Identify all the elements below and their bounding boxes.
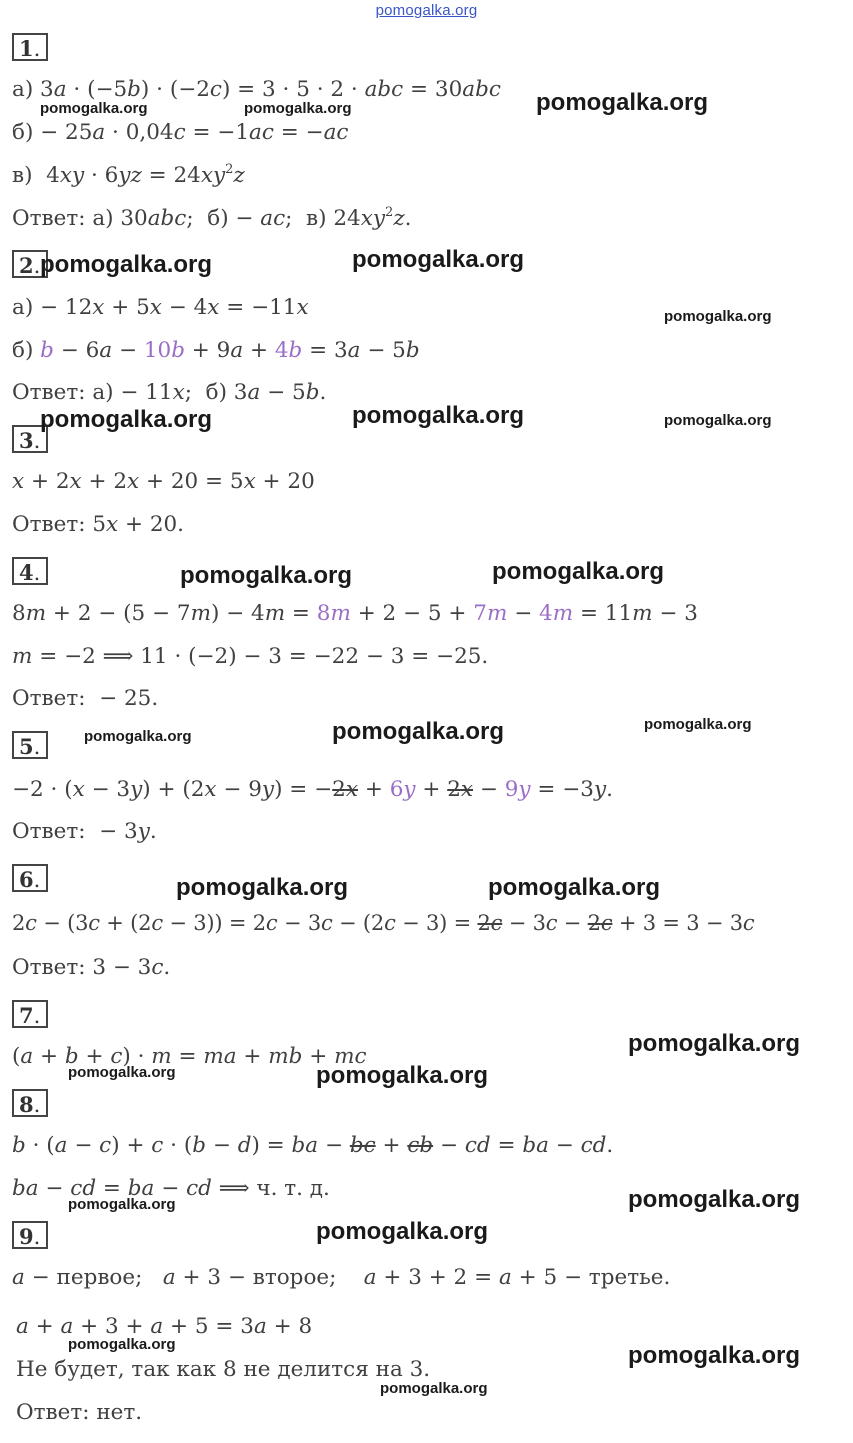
task-9-answer: Ответ: нет. <box>16 1400 143 1425</box>
task-number-label: 3 <box>19 428 34 453</box>
watermark: pomogalka.org <box>68 1196 176 1213</box>
task-number-label: 2 <box>19 253 34 278</box>
task-9-line-c: Не будет, так как 8 не делится на 3. <box>16 1357 431 1382</box>
watermark: pomogalka.org <box>40 406 213 433</box>
watermark: pomogalka.org <box>644 716 752 733</box>
task-number-label: 4 <box>19 560 34 585</box>
task-1-line-b: б) − 25a · 0,04c = −1ac = −ac <box>12 120 349 145</box>
watermark: pomogalka.org <box>352 246 525 273</box>
task-number-3: 3. <box>12 425 48 453</box>
watermark: pomogalka.org <box>244 100 352 117</box>
task-8-line-b: ba − cd = ba − cd ⟹ ч. т. д. <box>12 1176 330 1201</box>
task-number-label: 9 <box>19 1224 34 1249</box>
task-number-2: 2. <box>12 250 48 278</box>
task-4-line-a: 8m + 2 − (5 − 7m) − 4m = 8m + 2 − 5 + 7m − 4m = 11m − 3 <box>12 601 698 626</box>
watermark: pomogalka.org <box>316 1218 489 1245</box>
watermark: pomogalka.org <box>628 1342 801 1369</box>
watermark: pomogalka.org <box>332 718 505 745</box>
task-3-line-a: x + 2x + 2x + 20 = 5x + 20 <box>12 469 315 494</box>
watermark: pomogalka.org <box>68 1064 176 1081</box>
task-5-answer: Ответ: − 3y. <box>12 819 157 844</box>
task-number-label: 5 <box>19 734 34 759</box>
watermark: pomogalka.org <box>352 402 525 429</box>
task-6-line-a: 2c − (3c + (2c − 3)) = 2c − 3c − (2c − 3) = 2c − 3c − 2c + 3 = 3 − 3c <box>12 911 755 935</box>
watermark: pomogalka.org <box>536 89 709 116</box>
watermark: pomogalka.org <box>68 1336 176 1353</box>
watermark: pomogalka.org <box>628 1030 801 1057</box>
task-number-label: 6 <box>19 867 34 892</box>
task-4-answer: Ответ: − 25. <box>12 686 159 711</box>
task-5-line-a: −2 · (x − 3y) + (2x − 9y) = −2x + 6y + 2x − 9y = −3y. <box>12 777 613 802</box>
watermark: pomogalka.org <box>664 412 772 429</box>
task-2-answer: Ответ: а) − 11x; б) 3a − 5b. <box>12 380 327 405</box>
watermark: pomogalka.org <box>664 308 772 325</box>
task-2-line-b: б) b − 6a − 10b + 9a + 4b = 3a − 5b <box>12 338 420 363</box>
task-number-7: 7. <box>12 1000 48 1028</box>
watermark: pomogalka.org <box>84 728 192 745</box>
task-8-line-a: b · (a − c) + c · (b − d) = ba − bc + cb − cd = ba − cd. <box>12 1133 614 1158</box>
task-1-line-a: а) 3a · (−5b) · (−2c) = 3 · 5 · 2 · abc = 30abc <box>12 77 501 102</box>
watermark: pomogalka.org <box>492 558 665 585</box>
task-7-line-a: (a + b + c) · m = ma + mb + mc <box>12 1044 367 1069</box>
task-2-line-a: а) − 12x + 5x − 4x = −11x <box>12 295 309 320</box>
task-4-line-b: m = −2 ⟹ 11 · (−2) − 3 = −22 − 3 = −25. <box>12 644 489 669</box>
watermark: pomogalka.org <box>176 874 349 901</box>
task-1-line-c: в) $4xy \cdot 6yz = 24xy^2z$ <box>12 162 245 188</box>
task-number-4: 4. <box>12 557 48 585</box>
watermark: pomogalka.org <box>628 1186 801 1213</box>
task-1-answer: Ответ: а) 30abc; б) − ac; в) $24xy^2z$. <box>12 205 412 231</box>
task-number-5: 5. <box>12 731 48 759</box>
site-link[interactable]: pomogalka.org <box>375 2 478 19</box>
watermark: pomogalka.org <box>180 562 353 589</box>
task-number-9: 9. <box>12 1221 48 1249</box>
task-number-label: 1 <box>19 36 34 61</box>
task-number-6: 6. <box>12 864 48 892</box>
task-number-label: 7 <box>19 1003 34 1028</box>
task-9-line-a: a − первое; a + 3 − второе; a + 3 + 2 = a + 5 − третье. <box>12 1265 671 1290</box>
task-3-answer: Ответ: 5x + 20. <box>12 512 185 537</box>
watermark: pomogalka.org <box>40 100 148 117</box>
watermark: pomogalka.org <box>316 1062 489 1089</box>
watermark: pomogalka.org <box>380 1380 488 1397</box>
watermark: pomogalka.org <box>40 251 213 278</box>
task-number-8: 8. <box>12 1089 48 1117</box>
task-number-label: 8 <box>19 1092 34 1117</box>
watermark: pomogalka.org <box>488 874 661 901</box>
task-9-line-b: a + a + 3 + a + 5 = 3a + 8 <box>16 1314 313 1339</box>
task-6-answer: Ответ: 3 − 3c. <box>12 955 171 980</box>
task-number-1: 1. <box>12 33 48 61</box>
